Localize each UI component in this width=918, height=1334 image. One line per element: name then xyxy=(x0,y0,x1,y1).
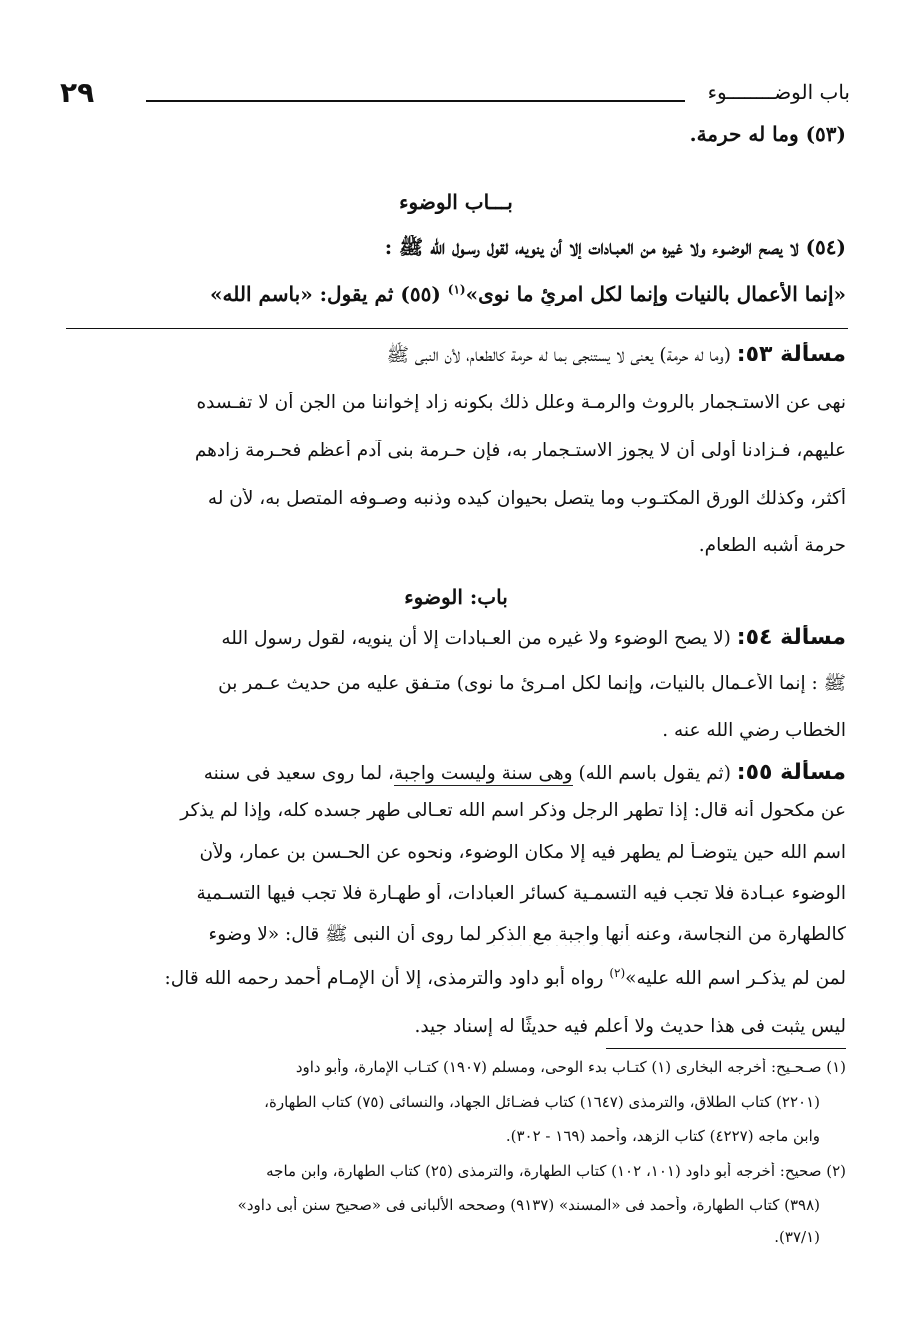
sharh-54-line-1 xyxy=(66,625,846,651)
hadith-text: «إنما الأعمال بالنيات وإنما لكل امرئٍ ما نوى» xyxy=(465,282,846,306)
sharh-55-line5-b: لما روى أن النبى ﷺ قال: «لا وضوء xyxy=(208,924,488,945)
sharh-53-line-5: حرمة أشبه الطعام. xyxy=(698,535,846,556)
sharh-55-line5-a: كالطهارة من النجاسة، وعنه xyxy=(629,924,846,945)
footnote-ref-1: (١) xyxy=(447,282,466,297)
sharh-55-line6-a: لمن لم يذكـر اسم الله عليه» xyxy=(625,968,846,990)
header-rule xyxy=(146,100,685,102)
sharh-54-line-2: ﷺ : إنما الأعـمال بالنيات، وإنما لكل امـرئ ما نوى) متـفق عليه من حديث عـمر بن xyxy=(218,673,846,694)
footnote-separator xyxy=(606,1048,846,1049)
chapter-title-wudu: بـــاب الوضوء xyxy=(399,190,513,214)
sharh-55-line-4: الوضوء عبـادة فلا تجب فيه التسمـية كسائر العبادات، أو طهـارة فلا تجب فيها التسـمية xyxy=(196,883,846,904)
matn-53: (٥٣) وما له حرمة. xyxy=(689,122,846,146)
underlined-phrase-wajib: أنها واجبة مع الذكر xyxy=(487,924,630,945)
footnote-2-line-3: (٣٧/١). xyxy=(774,1228,820,1246)
footnote-2-line-1: (٢) صحيح: أخرجه أبو داود (١٠١، ١٠٢) كتاب الطهارة، والترمذى (٢٥) كتاب الطهارة، وابن ماجه xyxy=(266,1162,846,1180)
masala-label-53: مسألة ٥٣: xyxy=(736,342,846,367)
sharh-54-text: (لا يصح الوضوء ولا غيره من العـبادات إلا أن ينويه، لقول رسول الله xyxy=(221,628,737,649)
page-header xyxy=(60,76,850,116)
sharh-55-line-6 xyxy=(66,966,846,990)
sharh-53-line-1 xyxy=(66,342,846,368)
sharh-55-line-3: اسم الله حين يتوضـأ لم يطهر فيه إلا مكان الوضوء، ونحوه عن الحـسن بن عمار، ولأن xyxy=(199,842,846,863)
sharh-55-line-7 xyxy=(66,1016,846,1038)
running-title: باب الوضــــــــوء xyxy=(707,80,850,104)
matn-separator xyxy=(66,328,848,329)
underlined-phrase-sunnah: وهى سنة وليست واجبة xyxy=(393,763,573,784)
sharh-55-text-a: (ثم يقول باسم الله) xyxy=(572,763,737,784)
page-number: ٢٩ xyxy=(60,76,95,109)
sharh-53-line-2: نهى عن الاستـجمار بالروث والرمـة وعلل ذلك بكونه زاد إخواننا من الجن أن لا تفـسده xyxy=(196,392,846,413)
underlined-phrase-laysa: ليس يثبت فى هذا حديث ولا أعلم فيه حديثًا له إسناد جيد. xyxy=(414,1016,846,1037)
matn-54-line-2 xyxy=(66,282,846,306)
sharh-54-line-3: الخطاب رضي الله عنه . xyxy=(662,720,846,741)
matn-54-line-1: (٥٤) لا يصح الوضـوء ولا غيره من العبـادات إلا أن ينويه، لقول رسـول الله ﷺ : xyxy=(384,235,846,259)
sharh-55-text-b: ، لما روى سعيد فى سننه xyxy=(203,763,394,784)
footnote-1-line-3: وابن ماجه (٤٢٢٧) كتاب الزهد، وأحمد (١٦٩ - ٣٠٢). xyxy=(505,1127,820,1145)
sharh-55-line6-b: رواه أبو داود والترمذى، إلا أن الإمـام أحمد رحمه الله قال: xyxy=(164,968,610,990)
footnote-1-line-1: (١) صـحـيح: أخرجه البخارى (١) كتـاب بدء الوحى، ومسلم (١٩٠٧) كتـاب الإمارة، وأبو داود xyxy=(295,1058,846,1076)
sharh-55-line-5 xyxy=(66,924,846,946)
masala-label-54: مسألة ٥٤: xyxy=(736,625,846,650)
sharh-53-line-4: أكثر، وكذلك الورق المكتـوب وما يتصل بحيوان كيده وذنبه وصـوفه المتصل به، لأن له xyxy=(207,488,846,509)
footnote-1-line-2: (٢٢٠١) كتاب الطلاق، والترمذى (١٦٤٧) كتاب فضـائل الجهاد، والنسائى (٧٥) كتاب الطهارة، xyxy=(264,1093,820,1111)
masala-label-55: مسألة ٥٥: xyxy=(736,760,846,785)
footnote-2-line-2: (٣٩٨) كتاب الطهارة، وأحمد فى «المسند» (٩١٣٧) وصححه الألبانى فى «صحيح سنن أبى داود» xyxy=(237,1196,820,1214)
footnote-ref-2: (٢) xyxy=(609,966,626,980)
sharh-53-text: (وما له حرمة) يعنى لا يستنجى بما له حرمة كالطعام، لأن النبى ﷺ xyxy=(386,345,737,366)
sharh-53-line-3: عليهم، فـزادنا أولى أن لا يجوز الاستـجمار به، فإن حـرمة بنى آدم أعظم فحـرمة زادهم xyxy=(194,440,846,461)
sharh-55-line-1 xyxy=(66,760,846,786)
matn-55-text: (٥٥) ثم يقول: «باسم الله» xyxy=(210,282,448,306)
chapter-title-wudu-2: باب: الوضوء xyxy=(404,585,508,609)
sharh-55-line-2: عن مكحول أنه قال: إذا تطهر الرجل وذكر اسم الله تعـالى طهر جسده كله، وإذا لم يذكر xyxy=(180,800,846,821)
